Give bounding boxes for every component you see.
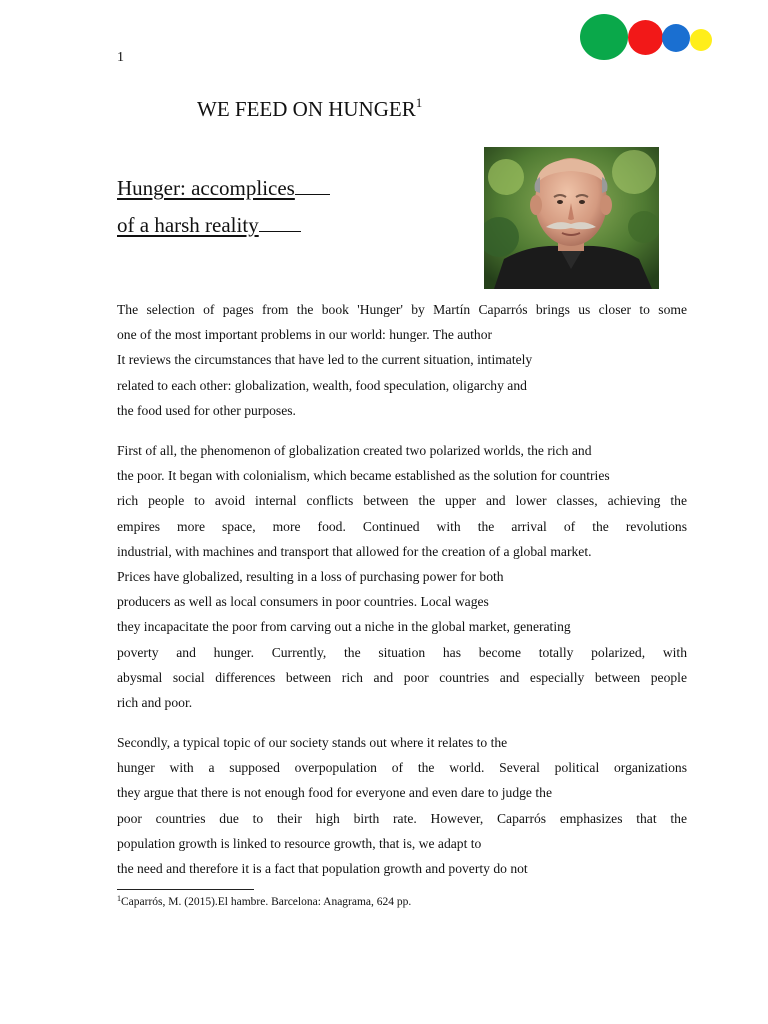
underline-trail — [259, 210, 301, 232]
text-line: hunger with a supposed overpopulation of the world. Several political organizations — [117, 760, 687, 776]
underline-trail — [295, 173, 330, 195]
text-line: producers as well as local consumers in poor countries. Local wages — [117, 594, 489, 610]
text-line: It reviews the circumstances that have led to the current situation, intimately — [117, 352, 533, 368]
blue-dot-icon — [662, 24, 690, 52]
text-line: abysmal social differences between rich and poor countries and especially between people — [117, 669, 687, 685]
text-line: the food used for other purposes. — [117, 402, 296, 418]
text-line: poverty and hunger. Currently, the situation has become totally polarized, with — [117, 644, 687, 660]
text-line: Prices have globalized, resulting in a loss of purchasing power for both — [117, 569, 504, 585]
text-line: related to each other: globalization, wealth, food speculation, oligarchy and — [117, 377, 527, 393]
text-line: one of the most important problems in our world: hunger. The author — [117, 327, 493, 343]
yellow-dot-icon — [690, 29, 712, 51]
subtitle-line-2 — [117, 210, 301, 238]
document-title — [197, 95, 422, 122]
subtitle-line-1 — [117, 173, 330, 201]
red-dot-icon — [628, 20, 663, 55]
paragraph-3 — [117, 730, 687, 881]
paragraph-2 — [117, 438, 687, 715]
subtitle-text-1: Hunger: accomplices — [117, 176, 295, 200]
text-line: The selection of pages from the book 'Hunger' by Martín Caparrós brings us closer to some — [117, 302, 687, 317]
text-line: poor countries due to their high birth rate. However, Caparrós emphasizes that the — [117, 810, 687, 826]
text-line: they incapacitate the poor from carving out a niche in the global market, generating — [117, 619, 571, 635]
subtitle-text-2: of a harsh reality — [117, 213, 259, 237]
footnote — [117, 894, 411, 908]
text-line: they argue that there is not enough food for everyone and even dare to judge the — [117, 785, 552, 801]
text-line: empires more space, more food. Continued with the arrival of the revolutions — [117, 518, 687, 534]
green-dot-icon — [580, 14, 628, 60]
text-line: the need and therefore it is a fact that population growth and poverty do not — [117, 861, 528, 877]
footnote-text: Caparrós, M. (2015).El hambre. Barcelona: Anagrama, 624 pp. — [121, 896, 412, 908]
paragraph-1 — [117, 297, 687, 423]
text-line: industrial, with machines and transport that allowed for the creation of a global market. — [117, 543, 592, 559]
text-line: First of all, the phenomenon of globalization created two polarized worlds, the rich and — [117, 443, 592, 458]
footnote-separator — [117, 889, 254, 890]
text-line: rich people to avoid internal conflicts between the upper and lower classes, achieving the — [117, 493, 687, 509]
footnote-marker: 1 — [117, 894, 121, 903]
title-footnote-marker: 1 — [415, 95, 423, 110]
text-line: Secondly, a typical topic of our society stands out where it relates to the — [117, 735, 508, 750]
page-number: 1 — [117, 50, 124, 65]
text-line: rich and poor. — [117, 695, 193, 711]
colored-dots-logo — [580, 13, 716, 61]
text-line: the poor. It began with colonialism, which became established as the solution for countries — [117, 468, 610, 484]
title-text: WE FEED ON HUNGER — [197, 97, 416, 121]
text-line: population growth is linked to resource growth, that is, we adapt to — [117, 835, 482, 851]
author-portrait-photo — [484, 147, 659, 289]
